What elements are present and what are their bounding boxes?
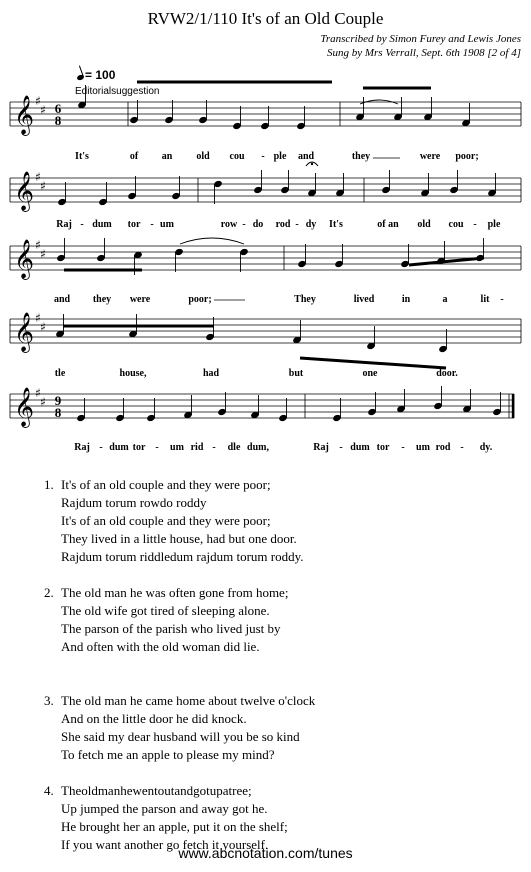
- lyric-syllable: dy: [305, 219, 317, 230]
- verse: [44, 584, 315, 656]
- verse-number: 4.: [44, 783, 54, 798]
- lyric-syllable: um: [160, 219, 174, 230]
- lyric-syllable: -: [99, 442, 103, 453]
- verse-text: Rajdum torum riddledum rajdum torum roddy.: [61, 549, 304, 564]
- sharp-icon: ♯: [40, 320, 46, 334]
- lyric-syllable: they: [92, 294, 112, 305]
- verse-line: [44, 512, 315, 530]
- verse-line: [44, 746, 315, 764]
- lyric-syllable: of: [129, 151, 139, 162]
- treble-clef-icon: 𝄞: [13, 171, 35, 211]
- verse-text: To fetch me an apple to please my mind?: [61, 747, 275, 762]
- lyric-syllable: -: [295, 219, 299, 230]
- verse-number: 2.: [44, 585, 54, 600]
- lyric-syllable: rod: [275, 219, 291, 230]
- lyric-syllable: rid: [190, 442, 204, 453]
- lyric-syllable: um: [170, 442, 184, 453]
- verse-line: [44, 530, 315, 548]
- treble-clef-icon: 𝄞: [13, 387, 35, 427]
- editorial-note: Editorialsuggestion: [75, 86, 160, 97]
- lyric-syllable: tor: [127, 219, 141, 230]
- singer-credit: Sung by Mrs Verrall, Sept. 6th 1908 [2 of 4]: [326, 47, 521, 59]
- tie: [180, 238, 244, 244]
- lyric-syllable: -: [401, 442, 405, 453]
- treble-clef-icon: 𝄞: [13, 312, 35, 352]
- lyric-syllable: ple: [487, 219, 501, 230]
- sharp-icon: ♯: [40, 103, 46, 117]
- footer-url: www.abcnotation.com/tunes: [178, 845, 353, 861]
- verse-text: The parson of the parish who lived just by: [61, 621, 281, 636]
- verse-number: 3.: [44, 693, 54, 708]
- verse: [44, 782, 315, 854]
- lyric-syllable: -: [155, 442, 159, 453]
- sharp-icon: ♯: [40, 395, 46, 409]
- verse-text: Up jumped the parson and away got he.: [61, 801, 268, 816]
- sharp-icon: ♯: [35, 170, 41, 184]
- lyric-syllable: row: [220, 219, 238, 230]
- lyric-syllable: tor: [132, 442, 146, 453]
- lyric-syllable: cou: [229, 151, 245, 162]
- lyric-syllable: -: [473, 219, 477, 230]
- beam: [300, 358, 446, 368]
- tune-title: RVW2/1/110 It's of an Old Couple: [147, 9, 384, 28]
- lyric-syllable: dum: [109, 442, 129, 453]
- lyric-syllable: lit: [480, 294, 490, 305]
- tempo-value: = 100: [85, 68, 116, 82]
- verse-line: [44, 728, 315, 746]
- verse-line: [44, 692, 315, 710]
- sharp-icon: ♯: [35, 94, 41, 108]
- verse-line: [44, 548, 315, 566]
- lyric-syllable: were: [419, 151, 441, 162]
- verse-text: And often with the old woman did lie.: [61, 639, 260, 654]
- lyric-syllable: lived: [353, 294, 375, 305]
- lyric-syllable: they: [351, 151, 371, 162]
- lyric-syllable: of an: [377, 219, 399, 230]
- time-signature-bottom: 8: [54, 113, 62, 128]
- fermata-dot: [311, 163, 313, 165]
- lyric-syllable: um: [416, 442, 430, 453]
- sharp-icon: ♯: [40, 179, 46, 193]
- lyric-syllable: and: [53, 294, 71, 305]
- verse-line: [44, 800, 315, 818]
- lyric-syllable: an: [161, 151, 173, 162]
- sharp-icon: ♯: [35, 386, 41, 400]
- verse-text: If you want another go fetch it yourself.: [61, 837, 269, 852]
- lyric-syllable: door.: [436, 368, 458, 379]
- verse-line: [44, 494, 315, 512]
- lyric-syllable: poor;: [455, 151, 479, 162]
- lyric-syllable: Raj: [74, 442, 90, 453]
- lyric-syllable: ple: [273, 151, 287, 162]
- verse-text: It's of an old couple and they were poor;: [61, 513, 271, 528]
- verse-text: They lived in a little house, had but one door.: [61, 531, 297, 546]
- lyric-syllable: They: [294, 294, 316, 305]
- verse-text: Theoldmanhewentoutandgotupatree;: [61, 783, 252, 798]
- lyric-syllable: had: [202, 368, 220, 379]
- lyric-syllable: -: [212, 442, 216, 453]
- verse-line: [44, 638, 315, 656]
- verse-text: She said my dear husband will you be so kind: [61, 729, 300, 744]
- lyric-syllable: dle: [227, 442, 241, 453]
- lyrics-verses: [44, 476, 315, 872]
- treble-clef-icon: 𝄞: [13, 239, 35, 279]
- verse-number: 1.: [44, 477, 54, 492]
- lyric-syllable: old: [417, 219, 431, 230]
- verse-text: And on the little door he did knock.: [61, 711, 247, 726]
- lyric-syllable: -: [80, 219, 84, 230]
- verse-line: [44, 620, 315, 638]
- lyric-syllable: dy.: [479, 442, 493, 453]
- lyric-syllable: -: [339, 442, 343, 453]
- lyric-syllable: -: [500, 294, 504, 305]
- lyric-syllable: cou: [448, 219, 464, 230]
- sharp-icon: ♯: [40, 247, 46, 261]
- verse-text: It's of an old couple and they were poor;: [61, 477, 271, 492]
- lyric-syllable: a: [442, 294, 448, 305]
- verse-text: Rajdum torum rowdo roddy: [61, 495, 207, 510]
- verse: [44, 476, 315, 566]
- lyric-syllable: tle: [54, 368, 66, 379]
- lyric-syllable: Raj: [56, 219, 72, 230]
- lyric-syllable: one: [362, 368, 378, 379]
- lyric-syllable: dum,: [247, 442, 269, 453]
- lyric-syllable: -: [261, 151, 265, 162]
- lyric-syllable: do: [252, 219, 264, 230]
- transcriber-credit: Transcribed by Simon Furey and Lewis Jones: [320, 33, 521, 45]
- lyric-syllable: dum: [92, 219, 112, 230]
- sharp-icon: ♯: [35, 311, 41, 325]
- lyric-syllable: rod: [435, 442, 451, 453]
- verse-text: The old man he was often gone from home;: [61, 585, 289, 600]
- lyric-syllable: and: [297, 151, 315, 162]
- verse-text: He brought her an apple, put it on the shelf;: [61, 819, 288, 834]
- lyric-syllable: -: [150, 219, 154, 230]
- lyric-syllable: but: [288, 368, 304, 379]
- lyric-syllable: It's: [75, 151, 89, 162]
- lyric-syllable: house,: [119, 368, 147, 379]
- lyric-syllable: -: [242, 219, 246, 230]
- lyric-syllable: It's: [329, 219, 343, 230]
- lyric-syllable: dum: [350, 442, 370, 453]
- verse-line: [44, 782, 315, 800]
- treble-clef-icon: 𝄞: [13, 95, 35, 135]
- verse-line: [44, 818, 315, 836]
- verse-line: [44, 584, 315, 602]
- verse-line: [44, 476, 315, 494]
- lyric-syllable: in: [401, 294, 411, 305]
- verse: [44, 692, 315, 764]
- time-signature-top: 6: [54, 101, 62, 116]
- lyric-syllable: -: [460, 442, 464, 453]
- time-signature-bottom: 8: [54, 405, 62, 420]
- time-signature-top: 9: [54, 393, 62, 408]
- lyric-syllable: tor: [376, 442, 390, 453]
- verse-line: [44, 602, 315, 620]
- verse-line: [44, 710, 315, 728]
- lyric-syllable: Raj: [313, 442, 329, 453]
- sharp-icon: ♯: [35, 238, 41, 252]
- lyric-syllable: old: [196, 151, 210, 162]
- lyric-syllable: poor;: [188, 294, 212, 305]
- verse-text: The old man he came home about twelve o'clock: [61, 693, 316, 708]
- lyric-syllable: were: [129, 294, 151, 305]
- verse-text: The old wife got tired of sleeping alone.: [61, 603, 270, 618]
